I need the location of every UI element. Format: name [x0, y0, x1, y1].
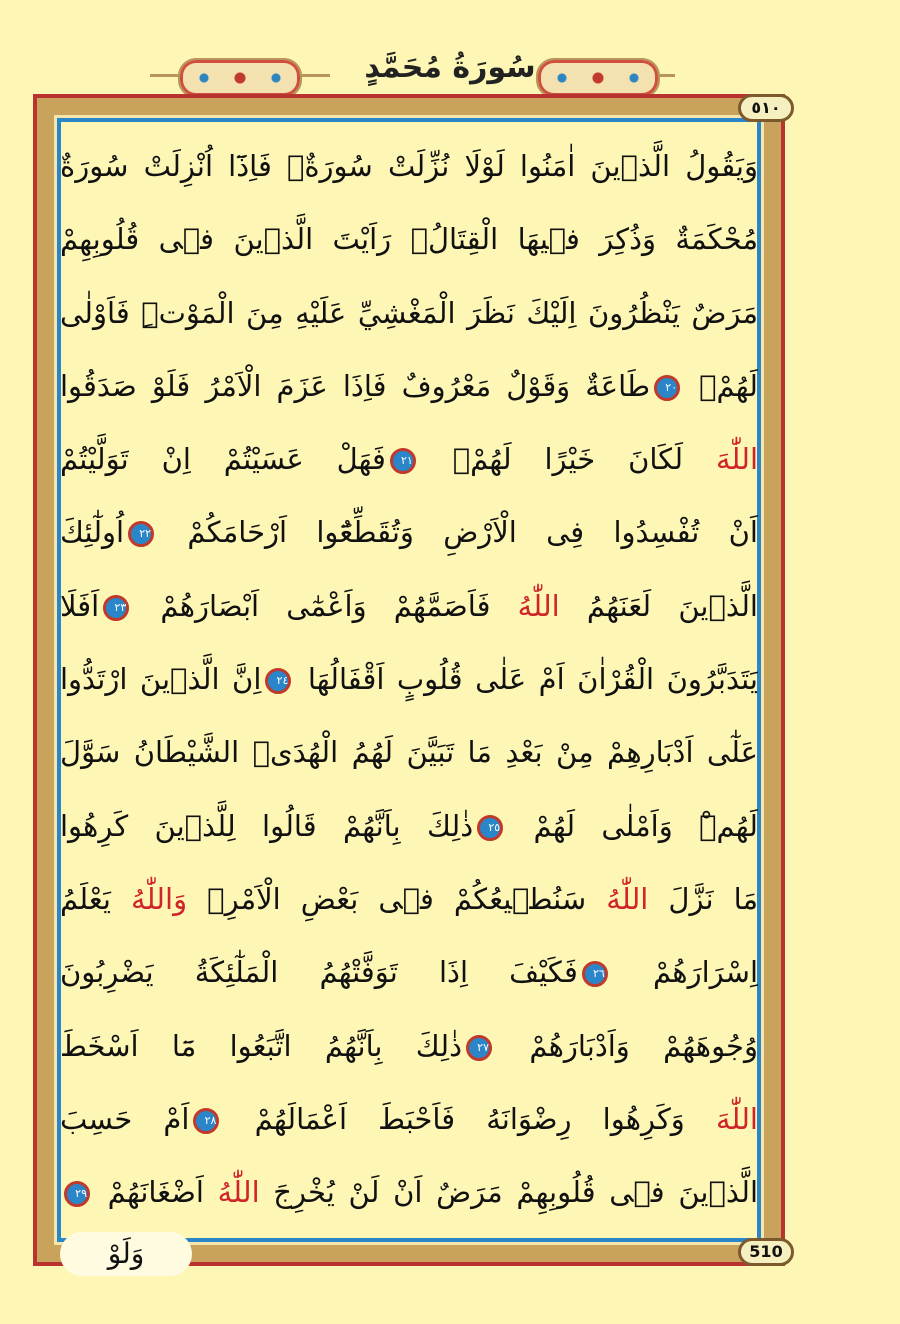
header-ornament-left-icon [178, 58, 302, 98]
verse-number-marker: ٢٠ [654, 375, 680, 401]
verse-text: فَهَلْ عَسَيْتُمْ اِنْ تَوَلَّيْتُمْ [60, 442, 386, 477]
verse-number-marker: ٢٣ [103, 595, 129, 621]
verse-line [60, 203, 758, 276]
divine-name-text: وَاللّٰهُ [110, 881, 188, 916]
verse-line [60, 1010, 758, 1083]
verse-text: طَاعَةٌ وَقَوْلٌ مَعْرُوفٌ فَاِذَا عَزَمَ الْاَمْرُ فَلَوْ صَدَقُوا [60, 368, 651, 403]
verse-text: لَهُمْۜ وَاَمْلٰى لَهُمْ [507, 808, 758, 843]
catchword: وَلَوْ [60, 1232, 192, 1276]
verse-line [60, 643, 758, 716]
verse-text: الَّذٖينَ فٖى قُلُوبِهِمْ مَرَضٌ اَنْ لَنْ يُخْرِجَ [259, 1175, 758, 1210]
verse-text: مَا نَزَّلَ [648, 881, 758, 916]
verse-text-area [60, 130, 758, 1230]
verse-line [60, 350, 758, 423]
verse-line [60, 496, 758, 569]
verse-line [60, 790, 758, 863]
verse-text: لَهُمْۚ [684, 368, 758, 403]
surah-title: سُورَةُ مُحَمَّدٍ [364, 50, 536, 85]
verse-number-marker: ٢٢ [128, 521, 154, 547]
verse-text: وُجُوهَهُمْ وَاَدْبَارَهُمْ [496, 1028, 758, 1063]
verse-text: يَعْلَمُ [60, 881, 111, 916]
verse-line [60, 936, 758, 1009]
verse-line [60, 423, 758, 496]
verse-text: اَمْ حَسِبَ [60, 1101, 190, 1136]
verse-text: فَاَصَمَّهُمْ وَاَعْمٰٓى اَبْصَارَهُمْ [133, 588, 491, 623]
verse-text: وَكَرِهُوا رِضْوَانَهُ فَاَحْبَطَ اَعْمَالَهُمْ [223, 1101, 685, 1136]
divine-name-text: اللّٰهَ [684, 1101, 758, 1136]
verse-line [60, 130, 758, 203]
verse-text: اُولٰٓئِكَ [60, 515, 125, 550]
verse-number-marker: ٢٧ [466, 1035, 492, 1061]
verse-line [60, 716, 758, 789]
verse-text: ذٰلِكَ بِاَنَّهُمْ قَالُوا لِلَّذٖينَ كَرِهُوا [60, 808, 474, 843]
verse-line [60, 570, 758, 643]
verse-text: فَكَيْفَ اِذَا تَوَفَّتْهُمُ الْمَلٰٓئِكَةُ يَضْرِبُونَ [60, 955, 578, 990]
verse-number-marker: ٢٦ [582, 961, 608, 987]
verse-line [60, 1083, 758, 1156]
verse-text: الَّذٖينَ لَعَنَهُمُ [559, 588, 758, 623]
verse-text: مَرَضٌ يَنْظُرُونَ اِلَيْكَ نَظَرَ الْمَغْشِيِّ عَلَيْهِ مِنَ الْمَوْتِۜ فَاَوْلٰى [60, 295, 758, 330]
verse-number-marker: ٢٤ [265, 668, 291, 694]
divine-name-text: اللّٰهُ [490, 588, 560, 623]
divine-name-text: اللّٰهَ [683, 442, 758, 477]
verse-text: مُحْكَمَةٌ وَذُكِرَ فٖيهَا الْقِتَالُۙ رَاَيْتَ الَّذٖينَ فٖى قُلُوبِهِمْ [60, 222, 758, 257]
verse-number-marker: ٢٩ [64, 1181, 90, 1207]
divine-name-text: اللّٰهُ [586, 881, 649, 916]
verse-number-marker: ٢١ [390, 448, 416, 474]
page-number: 510 [738, 1238, 794, 1266]
verse-text: لَكَانَ خَيْرًا لَهُمْۚ [419, 442, 684, 477]
divine-name-text: اللّٰهُ [203, 1175, 260, 1210]
verse-text: اَفَلَا [60, 588, 100, 623]
verse-text: عَلٰٓى اَدْبَارِهِمْ مِنْ بَعْدِ مَا تَبَيَّنَ لَهُمُ الْهُدَىۙ الشَّيْطَانُ سَوَّلَ [60, 735, 758, 770]
verse-text: سَنُطٖيعُكُمْ فٖى بَعْضِ الْاَمْرِۚ [187, 881, 587, 916]
verse-text: اِنَّ الَّذٖينَ ارْتَدُّوا [60, 662, 262, 697]
verse-text: اِسْرَارَهُمْ [611, 955, 758, 990]
verse-line [60, 1156, 758, 1229]
verse-line [60, 277, 758, 350]
verse-number-marker: ٢٥ [477, 815, 503, 841]
verse-text: وَيَقُولُ الَّذٖينَ اٰمَنُوا لَوْلَا نُزِّلَتْ سُورَةٌۚ فَاِذَٓا اُنْزِلَتْ سُورَةٌ [60, 149, 758, 183]
verse-line [60, 863, 758, 936]
verse-text: اَنْ تُفْسِدُوا فِى الْاَرْضِ وَتُقَطِّعُٓوا اَرْحَامَكُمْ [158, 515, 758, 550]
verse-text: يَتَدَبَّرُونَ الْقُرْاٰنَ اَمْ عَلٰى قُلُوبٍ اَقْفَالُهَا [295, 662, 758, 697]
page-number-arabic: ٥١٠ [738, 94, 794, 122]
verse-text: اَضْغَانَهُمْ [94, 1175, 204, 1210]
verse-text: ذٰلِكَ بِاَنَّهُمُ اتَّبَعُوا مَٓا اَسْخَطَ [60, 1028, 462, 1063]
verse-number-marker: ٢٨ [193, 1108, 219, 1134]
